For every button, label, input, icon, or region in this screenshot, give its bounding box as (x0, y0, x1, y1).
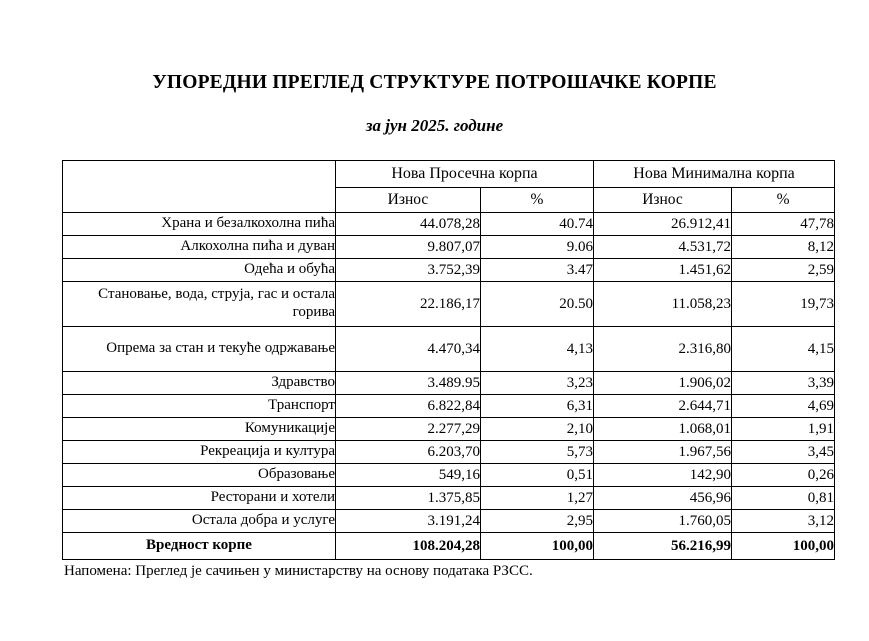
page-title: УПОРЕДНИ ПРЕГЛЕД СТРУКТУРЕ ПОТРОШАЧКЕ КОРПЕ (152, 72, 717, 93)
table-row (63, 464, 835, 487)
cell-minimum-amount: 142,90 (594, 464, 732, 487)
cell-average-percent: 20.50 (481, 282, 594, 327)
cell-minimum-percent: 2,59 (732, 259, 835, 282)
total-average-percent: 100,00 (481, 533, 594, 560)
total-minimum-amount: 56.216,99 (594, 533, 732, 560)
cell-minimum-percent: 3,12 (732, 510, 835, 533)
cell-average-amount: 44.078,28 (336, 213, 481, 236)
table-row (63, 259, 835, 282)
cell-minimum-percent: 4,15 (732, 327, 835, 372)
row-label: Рекреација и култура (63, 441, 336, 464)
row-label: Образовање (63, 464, 336, 487)
table-header (63, 161, 835, 213)
cell-minimum-percent: 8,12 (732, 236, 835, 259)
row-label: Транспорт (63, 395, 336, 418)
cell-average-amount: 9.807,07 (336, 236, 481, 259)
header-minimum-percent: % (732, 188, 835, 213)
cell-minimum-amount: 1.451,62 (594, 259, 732, 282)
footnote: Напомена: Преглед је сачињен у министарству на основу података РЗСС. (64, 563, 533, 579)
cell-average-percent: 3.47 (481, 259, 594, 282)
table-body (63, 213, 835, 560)
row-label: Комуникације (63, 418, 336, 441)
row-label: Храна и безалкохолна пића (63, 213, 336, 236)
cell-minimum-percent: 4,69 (732, 395, 835, 418)
row-label: Ресторани и хотели (63, 487, 336, 510)
cell-average-amount: 22.186,17 (336, 282, 481, 327)
header-corner-cell (63, 161, 336, 213)
row-label: Одећа и обућа (63, 259, 336, 282)
row-label: Алкохолна пића и дуван (63, 236, 336, 259)
cell-average-percent: 40.74 (481, 213, 594, 236)
cell-average-amount: 2.277,29 (336, 418, 481, 441)
cell-average-amount: 549,16 (336, 464, 481, 487)
cell-minimum-amount: 1.906,02 (594, 372, 732, 395)
header-group-row (63, 161, 835, 188)
total-minimum-percent: 100,00 (732, 533, 835, 560)
cell-minimum-amount: 26.912,41 (594, 213, 732, 236)
cell-average-percent: 4,13 (481, 327, 594, 372)
row-label: Опрема за стан и текуће одржавање (63, 327, 336, 372)
cell-minimum-percent: 47,78 (732, 213, 835, 236)
cell-average-percent: 1,27 (481, 487, 594, 510)
table-total-row (63, 533, 835, 560)
cell-minimum-amount: 11.058,23 (594, 282, 732, 327)
table-row (63, 510, 835, 533)
table-row (63, 487, 835, 510)
cell-average-amount: 4.470,34 (336, 327, 481, 372)
header-average-percent: % (481, 188, 594, 213)
header-minimum-amount: Износ (594, 188, 732, 213)
cell-average-amount: 3.489.95 (336, 372, 481, 395)
cell-minimum-amount: 2.644,71 (594, 395, 732, 418)
header-average-amount: Износ (336, 188, 481, 213)
cell-average-percent: 5,73 (481, 441, 594, 464)
cell-average-amount: 6.822,84 (336, 395, 481, 418)
cell-minimum-amount: 456,96 (594, 487, 732, 510)
cell-average-percent: 2,10 (481, 418, 594, 441)
cell-minimum-percent: 0,26 (732, 464, 835, 487)
cell-minimum-percent: 0,81 (732, 487, 835, 510)
cell-average-percent: 2,95 (481, 510, 594, 533)
cell-average-amount: 6.203,70 (336, 441, 481, 464)
cell-minimum-amount: 1.068,01 (594, 418, 732, 441)
cell-average-percent: 0,51 (481, 464, 594, 487)
basket-table-container (62, 160, 834, 560)
table-row (63, 213, 835, 236)
table-row (63, 282, 835, 327)
row-label: Здравство (63, 372, 336, 395)
cell-average-percent: 6,31 (481, 395, 594, 418)
table-row (63, 441, 835, 464)
table-row (63, 395, 835, 418)
cell-minimum-amount: 1.967,56 (594, 441, 732, 464)
header-group-average: Нова Просечна корпа (336, 161, 594, 188)
header-group-minimum: Нова Минимална корпа (594, 161, 835, 188)
cell-minimum-percent: 1,91 (732, 418, 835, 441)
page-subtitle: за јун 2025. године (365, 116, 504, 135)
cell-average-percent: 3,23 (481, 372, 594, 395)
total-label: Вредност корпе (63, 533, 336, 560)
cell-minimum-amount: 1.760,05 (594, 510, 732, 533)
consumer-basket-table (62, 160, 835, 560)
cell-minimum-percent: 19,73 (732, 282, 835, 327)
table-row (63, 236, 835, 259)
cell-average-amount: 3.752,39 (336, 259, 481, 282)
row-label: Становање, вода, струја, гас и остала горива (63, 282, 336, 327)
table-row (63, 372, 835, 395)
cell-average-amount: 1.375,85 (336, 487, 481, 510)
cell-average-amount: 3.191,24 (336, 510, 481, 533)
cell-minimum-amount: 2.316,80 (594, 327, 732, 372)
cell-minimum-percent: 3,45 (732, 441, 835, 464)
cell-average-percent: 9.06 (481, 236, 594, 259)
cell-minimum-amount: 4.531,72 (594, 236, 732, 259)
table-row (63, 418, 835, 441)
total-average-amount: 108.204,28 (336, 533, 481, 560)
cell-minimum-percent: 3,39 (732, 372, 835, 395)
row-label: Остала добра и услуге (63, 510, 336, 533)
table-row (63, 327, 835, 372)
